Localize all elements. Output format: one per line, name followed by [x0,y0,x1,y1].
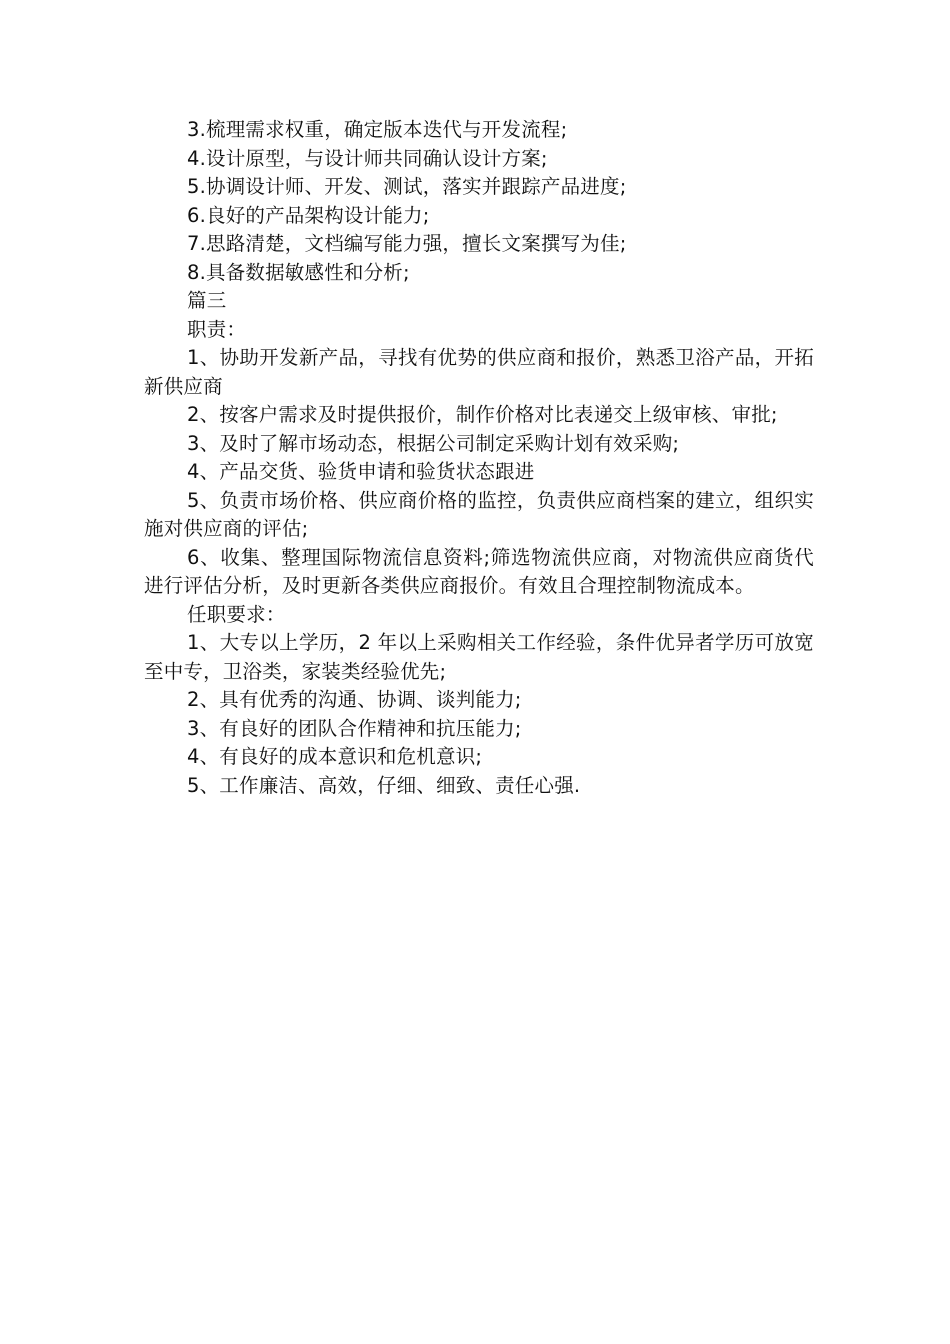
duties-heading: 职责： [187,317,247,341]
duty-item-1: 1、协助开发新产品，寻找有优势的供应商和报价，熟悉卫浴产品，开拓新供应商 [144,346,814,398]
qualifications-heading: 任职要求： [187,602,286,626]
duty-item-5: 5、负责市场价格、供应商价格的监控，负责供应商档案的建立，组织实施对供应商的评估; [144,488,814,540]
document-body [144,116,814,800]
duty-item-6: 6、收集、整理国际物流信息资料;筛选物流供应商，对物流供应商货代进行评估分析，及时更新各类供应商报价。有效且合理控制物流成本。 [144,545,814,597]
paragraph-requirement-3: 3.梳理需求权重，确定版本迭代与开发流程; [187,118,568,141]
paragraph-requirement-7: 7.思路清楚，文档编写能力强，擅长文案撰写为佳; [187,232,627,255]
duty-item-4: 4、产品交货、验货申请和验货状态跟进 [187,460,535,483]
duty-item-2: 2、按客户需求及时提供报价，制作价格对比表递交上级审核、审批; [187,403,778,426]
qualification-item-5: 5、工作廉洁、高效，仔细、细致、责任心强. [187,773,581,797]
duty-item-3: 3、及时了解市场动态，根据公司制定采购计划有效采购; [187,431,680,455]
paragraph-requirement-5: 5.协调设计师、开发、测试，落实并跟踪产品进度; [187,175,627,198]
qualification-item-4: 4、有良好的成本意识和危机意识; [187,745,483,768]
paragraph-requirement-6: 6.良好的产品架构设计能力; [187,203,430,227]
qualification-item-3: 3、有良好的团队合作精神和抗压能力; [187,716,522,740]
section-heading: 篇三 [187,289,227,312]
paragraph-requirement-4: 4.设计原型，与设计师共同确认设计方案; [187,146,548,170]
qualification-item-1: 1、大专以上学历，2 年以上采购相关工作经验，条件优异者学历可放宽至中专，卫浴类，家装类经验优先; [144,631,814,683]
qualification-item-2: 2、具有优秀的沟通、协调、谈判能力; [187,688,522,711]
paragraph-requirement-8: 8.具备数据敏感性和分析; [187,260,410,284]
